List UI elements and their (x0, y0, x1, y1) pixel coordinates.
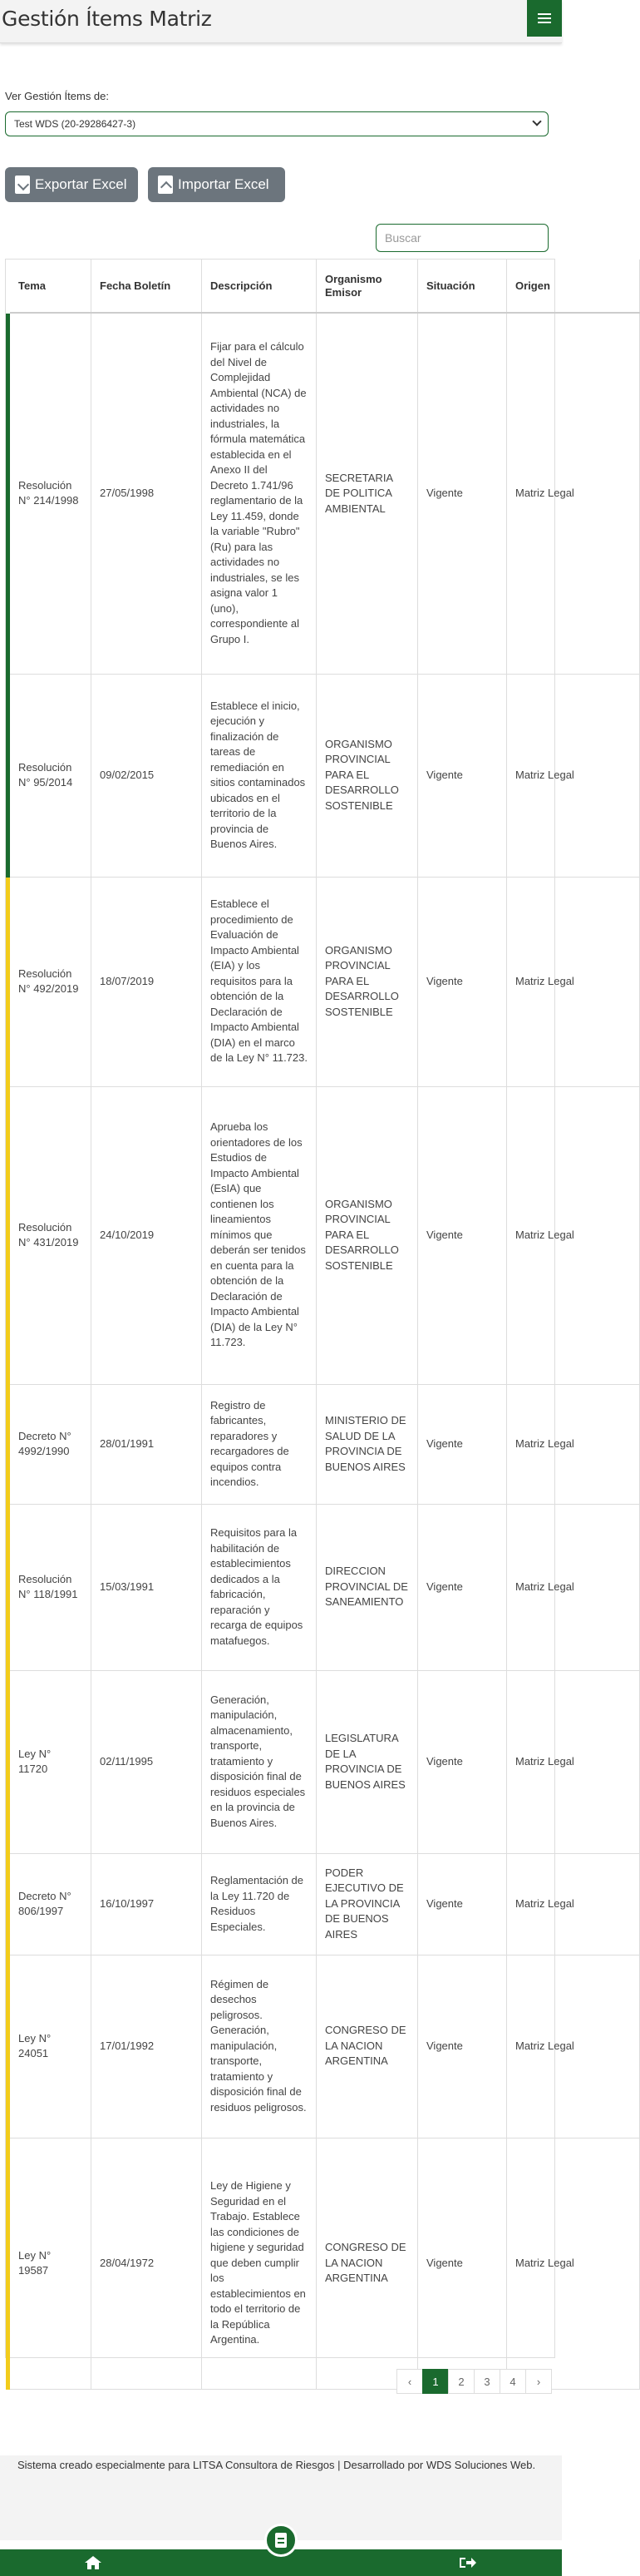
import-excel-label: Importar Excel (178, 176, 269, 192)
cell-tema: Decreto N° 4992/1990 (8, 1384, 91, 1504)
cell-origen: Matriz Legal (507, 674, 640, 877)
cell-descripcion: Requisitos para la habilitación de establecimientos dedicados a la fabricación, reparación y recarga de equipos matafuegos. (202, 1504, 317, 1670)
page-title: Gestión Ítems Matriz (2, 7, 212, 31)
cell-situacion: Vigente (418, 877, 507, 1086)
export-excel-button[interactable] (5, 167, 138, 202)
company-select[interactable] (5, 111, 549, 136)
cell-origen: Matriz Legal (507, 2138, 640, 2389)
cell-origen: Matriz Legal (507, 1504, 640, 1670)
cell-fecha: 27/05/1998 (91, 313, 202, 674)
table-row[interactable] (8, 877, 640, 1086)
cell-situacion: Vigente (418, 1384, 507, 1504)
app-header (0, 0, 562, 43)
table-row[interactable] (8, 1384, 640, 1504)
cell-origen: Matriz Legal (507, 877, 640, 1086)
filter-label: Ver Gestión Ítems de: (5, 90, 110, 102)
cell-tema: Resolución N° 214/1998 (8, 313, 91, 674)
document-button[interactable] (264, 2524, 298, 2557)
cell-fecha: 17/01/1992 (91, 1955, 202, 2138)
cell-tema: Resolución N° 431/2019 (8, 1086, 91, 1384)
pagination-page-1[interactable]: 1 (422, 2369, 449, 2394)
table-row[interactable] (8, 1670, 640, 1853)
cell-situacion: Vigente (418, 1853, 507, 1955)
chevron-down-icon (532, 116, 541, 126)
cell-fecha: 28/04/1972 (91, 2138, 202, 2389)
table-row[interactable] (8, 2138, 640, 2389)
column-header-situacion[interactable]: Situación (418, 260, 507, 313)
cell-origen: Matriz Legal (507, 313, 640, 674)
cell-tema: Ley N° 11720 (8, 1670, 91, 1853)
cell-situacion: Vigente (418, 2138, 507, 2389)
cell-fecha: 18/07/2019 (91, 877, 202, 1086)
pagination-prev[interactable]: ‹ (396, 2369, 423, 2394)
cell-situacion: Vigente (418, 674, 507, 877)
cell-organismo: ORGANISMO PROVINCIAL PARA EL DESARROLLO SOSTENIBLE (317, 877, 418, 1086)
import-excel-button[interactable] (148, 167, 285, 202)
hamburger-icon (538, 17, 551, 19)
cell-organismo: ORGANISMO PROVINCIAL PARA EL DESARROLLO SOSTENIBLE (317, 674, 418, 877)
search-input[interactable]: Buscar (376, 224, 549, 252)
menu-toggle-button[interactable] (527, 0, 562, 37)
cell-descripcion: Reglamentación de la Ley 11.720 de Residuos Especiales. (202, 1853, 317, 1955)
cell-descripcion: Generación, manipulación, almacenamiento, transporte, tratamiento y disposición final de residuos especiales en la provincia de Buenos Aires. (202, 1670, 317, 1853)
table-row[interactable] (8, 313, 640, 674)
file-upload-icon (158, 176, 173, 194)
document-icon (275, 2533, 287, 2548)
cell-descripcion: Ley de Higiene y Seguridad en el Trabajo. Establece las condiciones de higiene y seguridad que deben cumplir los establecimientos en todo el territorio de la República Argentina. (202, 2138, 317, 2389)
cell-organismo: SECRETARIA DE POLITICA AMBIENTAL (317, 313, 418, 674)
pagination-page-3[interactable]: 3 (474, 2369, 500, 2394)
table-row[interactable] (8, 674, 640, 877)
pagination-next[interactable]: › (525, 2369, 552, 2394)
cell-situacion: Vigente (418, 1504, 507, 1670)
cell-fecha: 24/10/2019 (91, 1086, 202, 1384)
cell-descripcion: Registro de fabricantes, reparadores y recargadores de equipos contra incendios. (202, 1384, 317, 1504)
cell-tema: Ley N° 24051 (8, 1955, 91, 2138)
cell-descripcion: Fijar para el cálculo del Nivel de Complejidad Ambiental (NCA) de actividades no industriales, la fórmula matemática establecida en el Anexo II del Decreto 1.741/96 reglamentario de la Ley 11.459, donde la variable "Rubro" (Ru) para las actividades no industriales, se les asigna valor 1 (uno), correspondiente al Grupo I. (202, 313, 317, 674)
cell-situacion: Vigente (418, 1955, 507, 2138)
pagination-page-4[interactable]: 4 (500, 2369, 526, 2394)
cell-situacion: Vigente (418, 1670, 507, 1853)
pagination (397, 2369, 552, 2394)
table-header-row (8, 260, 640, 313)
cell-fecha: 02/11/1995 (91, 1670, 202, 1853)
cell-situacion: Vigente (418, 1086, 507, 1384)
pagination-page-2[interactable]: 2 (448, 2369, 475, 2394)
cell-origen: Matriz Legal (507, 1086, 640, 1384)
cell-organismo: MINISTERIO DE SALUD DE LA PROVINCIA DE BUENOS AIRES (317, 1384, 418, 1504)
cell-fecha: 09/02/2015 (91, 674, 202, 877)
cell-situacion: Vigente (418, 313, 507, 674)
cell-origen: Matriz Legal (507, 1955, 640, 2138)
home-icon[interactable] (84, 2555, 102, 2570)
table-row[interactable] (8, 1086, 640, 1384)
cell-descripcion: Establece el inicio, ejecución y finalización de tareas de remediación en sitios contaminados ubicados en el territorio de la provincia de Buenos Aires. (202, 674, 317, 877)
table-row[interactable] (8, 1504, 640, 1670)
cell-tema: Resolución N° 95/2014 (8, 674, 91, 877)
cell-organismo: PODER EJECUTIVO DE LA PROVINCIA DE BUENOS AIRES (317, 1853, 418, 1955)
column-header-descripcion[interactable]: Descripción (202, 260, 317, 313)
cell-descripcion: Régimen de desechos peligrosos. Generación, manipulación, transporte, tratamiento y disposición final de residuos peligrosos. (202, 1955, 317, 2138)
column-header-tema[interactable]: Tema (8, 260, 91, 313)
cell-organismo: DIRECCION PROVINCIAL DE SANEAMIENTO (317, 1504, 418, 1670)
cell-organismo: ORGANISMO PROVINCIAL PARA EL DESARROLLO SOSTENIBLE (317, 1086, 418, 1384)
cell-tema: Resolución N° 118/1991 (8, 1504, 91, 1670)
footer-text: Sistema creado especialmente para LITSA Consultora de Riesgos | Desarrollado por WDS Soluciones Web. (17, 2459, 536, 2471)
cell-descripcion: Aprueba los orientadores de los Estudios de Impacto Ambiental (EsIA) que contienen los lineamientos mínimos que deberán ser tenidos en cuenta para la obtención de la Declaración de Impacto Ambiental (DIA) de la Ley N° 11.723. (202, 1086, 317, 1384)
items-table-container[interactable] (5, 259, 574, 2358)
column-header-origen[interactable]: Origen (507, 260, 640, 313)
cell-organismo: CONGRESO DE LA NACION ARGENTINA (317, 2138, 418, 2389)
cell-origen: Matriz Legal (507, 1670, 640, 1853)
column-header-fecha[interactable]: Fecha Boletín (91, 260, 202, 313)
table-row[interactable] (8, 1853, 640, 1955)
file-download-icon (15, 176, 30, 194)
cell-descripcion: Establece el procedimiento de Evaluación de Impacto Ambiental (EIA) y los requisitos para la obtención de la Declaración de Impacto Ambiental (DIA) en el marco de la Ley N° 11.723. (202, 877, 317, 1086)
cell-organismo: CONGRESO DE LA NACION ARGENTINA (317, 1955, 418, 2138)
cell-tema: Ley N° 19587 (8, 2138, 91, 2389)
cell-fecha: 15/03/1991 (91, 1504, 202, 1670)
logout-icon[interactable] (459, 2556, 477, 2569)
column-header-organismo[interactable]: Organismo Emisor (317, 260, 418, 313)
export-excel-label: Exportar Excel (35, 176, 127, 192)
cell-fecha: 16/10/1997 (91, 1853, 202, 1955)
cell-organismo: LEGISLATURA DE LA PROVINCIA DE BUENOS AIRES (317, 1670, 418, 1853)
cell-tema: Decreto N° 806/1997 (8, 1853, 91, 1955)
cell-tema: Resolución N° 492/2019 (8, 877, 91, 1086)
company-select-value: Test WDS (20-29286427-3) (14, 118, 136, 130)
cell-origen: Matriz Legal (507, 1853, 640, 1955)
cell-fecha: 28/01/1991 (91, 1384, 202, 1504)
cell-origen: Matriz Legal (507, 1384, 640, 1504)
table-row[interactable] (8, 1955, 640, 2138)
items-table (6, 260, 640, 2390)
